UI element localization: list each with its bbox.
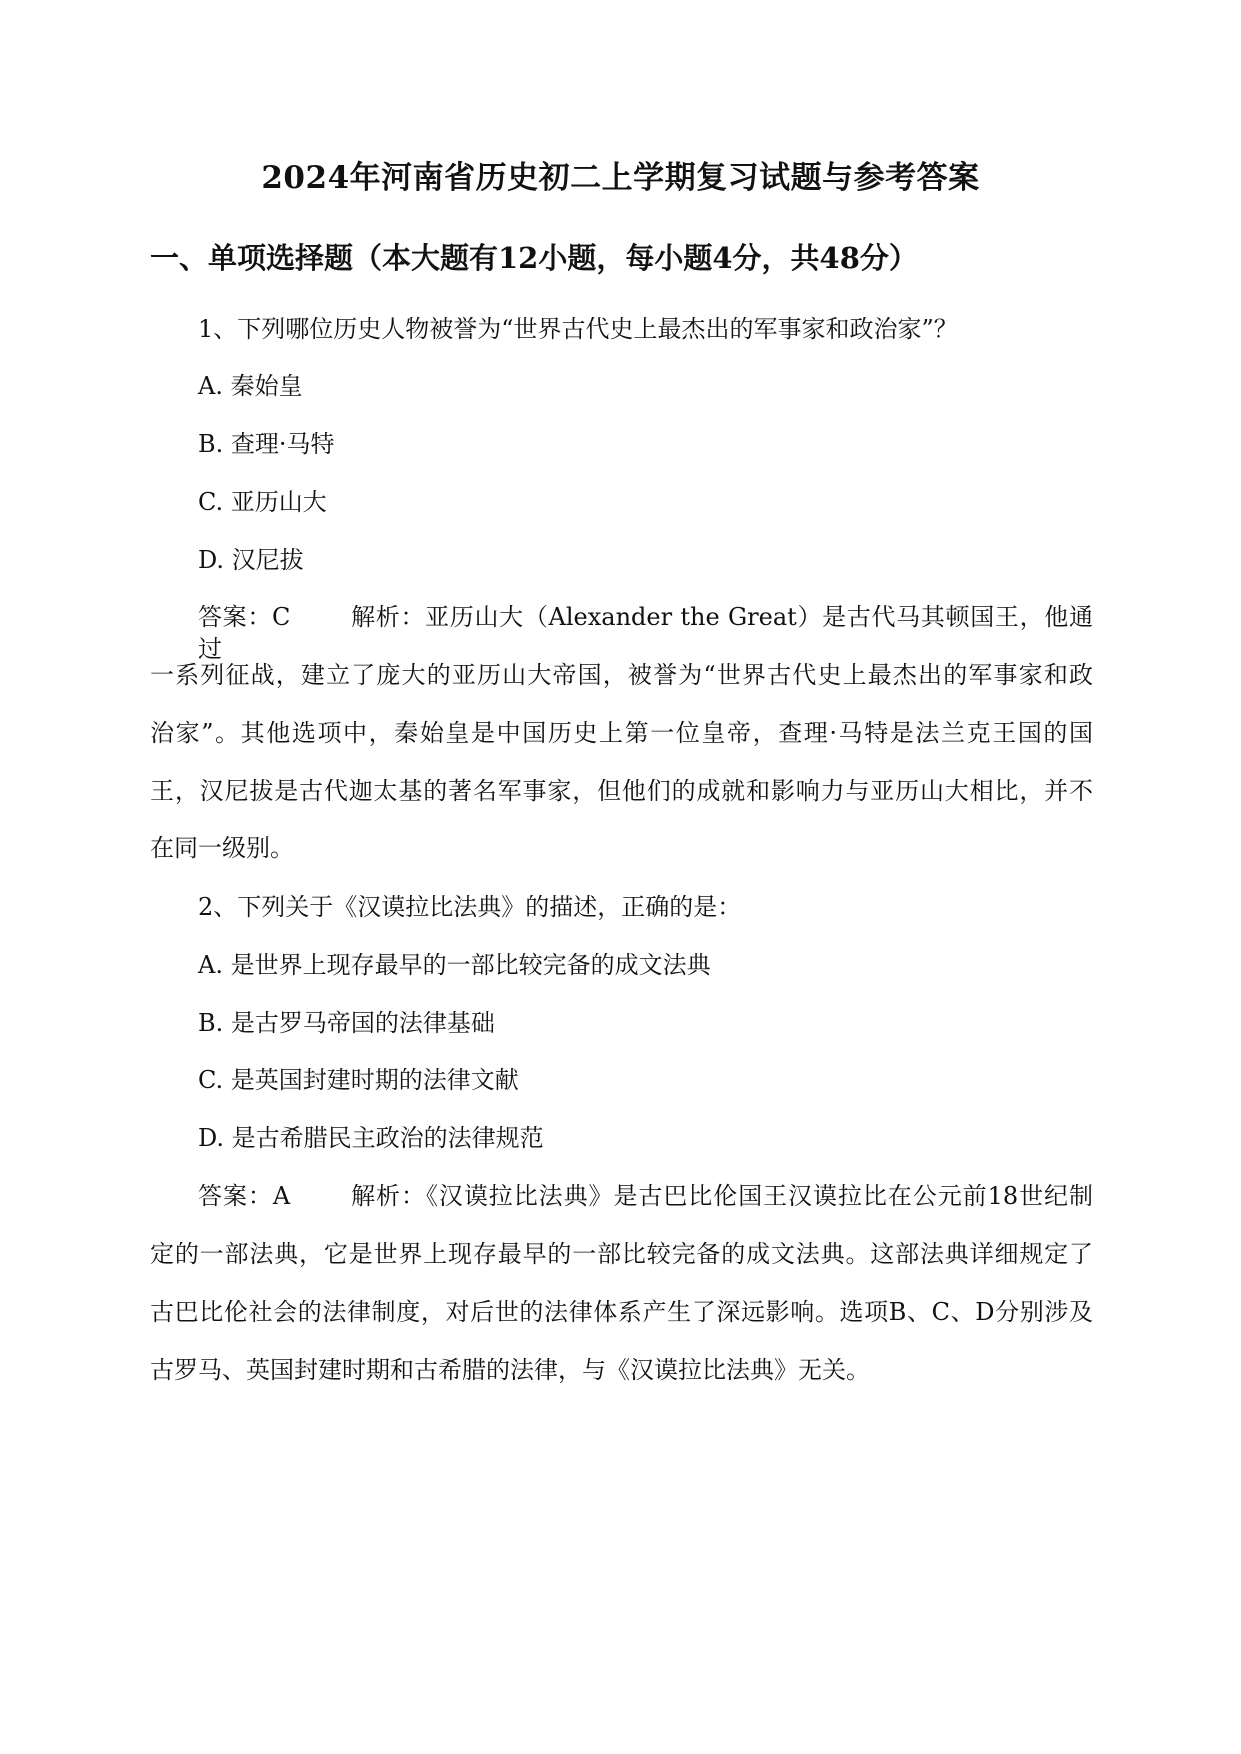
question-1-option-c: C. 亚历山大 [198,488,327,516]
question-2-analysis-line-3: 古巴比伦社会的法律制度，对后世的法律体系产生了深远影响。选项B、C、D分别涉及 [150,1298,1093,1326]
question-2-stem: 2、下列关于《汉谟拉比法典》的描述，正确的是： [198,893,742,921]
question-1-answer-line [198,601,1093,665]
question-2-answer-label: 答案：A [198,1182,291,1210]
question-1-analysis-line-2: 一系列征战，建立了庞大的亚历山大帝国，被誉为“世界古代史上最杰出的军事家和政 [150,661,1093,689]
section-heading: 一、单项选择题（本大题有12小题，每小题4分，共48分） [150,241,918,275]
question-2-answer-line [198,1180,1093,1212]
question-1-answer-label: 答案：C [198,603,291,631]
question-1-option-a: A. 秦始皇 [198,372,303,400]
question-2-option-d: D. 是古希腊民主政治的法律规范 [198,1124,544,1152]
question-1-stem: 1、下列哪位历史人物被誉为“世界古代史上最杰出的军事家和政治家”？ [198,315,958,343]
question-2-analysis-line-1: 解析：《汉谟拉比法典》是古巴比伦国王汉谟拉比在公元前18世纪制 [350,1182,1093,1210]
question-2-option-a: A. 是世界上现存最早的一部比较完备的成文法典 [198,951,711,979]
question-1-analysis-line-1: 解析：亚历山大（Alexander the Great）是古代马其顿国王，他通过 [198,603,1093,663]
question-1-option-b: B. 查理·马特 [198,430,335,458]
question-1-option-d: D. 汉尼拔 [198,546,304,574]
question-1-analysis-line-4: 王，汉尼拔是古代迦太基的著名军事家，但他们的成就和影响力与亚历山大相比，并不 [150,777,1093,805]
question-2-analysis-line-4: 古罗马、英国封建时期和古希腊的法律，与《汉谟拉比法典》无关。 [150,1356,870,1384]
question-2-option-b: B. 是古罗马帝国的法律基础 [198,1009,495,1037]
question-2-analysis-line-2: 定的一部法典，它是世界上现存最早的一部比较完备的成文法典。这部法典详细规定了 [150,1240,1093,1268]
question-1-analysis-line-3: 治家”。其他选项中，秦始皇是中国历史上第一位皇帝，查理·马特是法兰克王国的国 [150,719,1093,747]
document-title: 2024年河南省历史初二上学期复习试题与参考答案 [261,160,980,196]
question-1-analysis-line-5: 在同一级别。 [150,834,294,862]
question-2-option-c: C. 是英国封建时期的法律文献 [198,1066,519,1094]
